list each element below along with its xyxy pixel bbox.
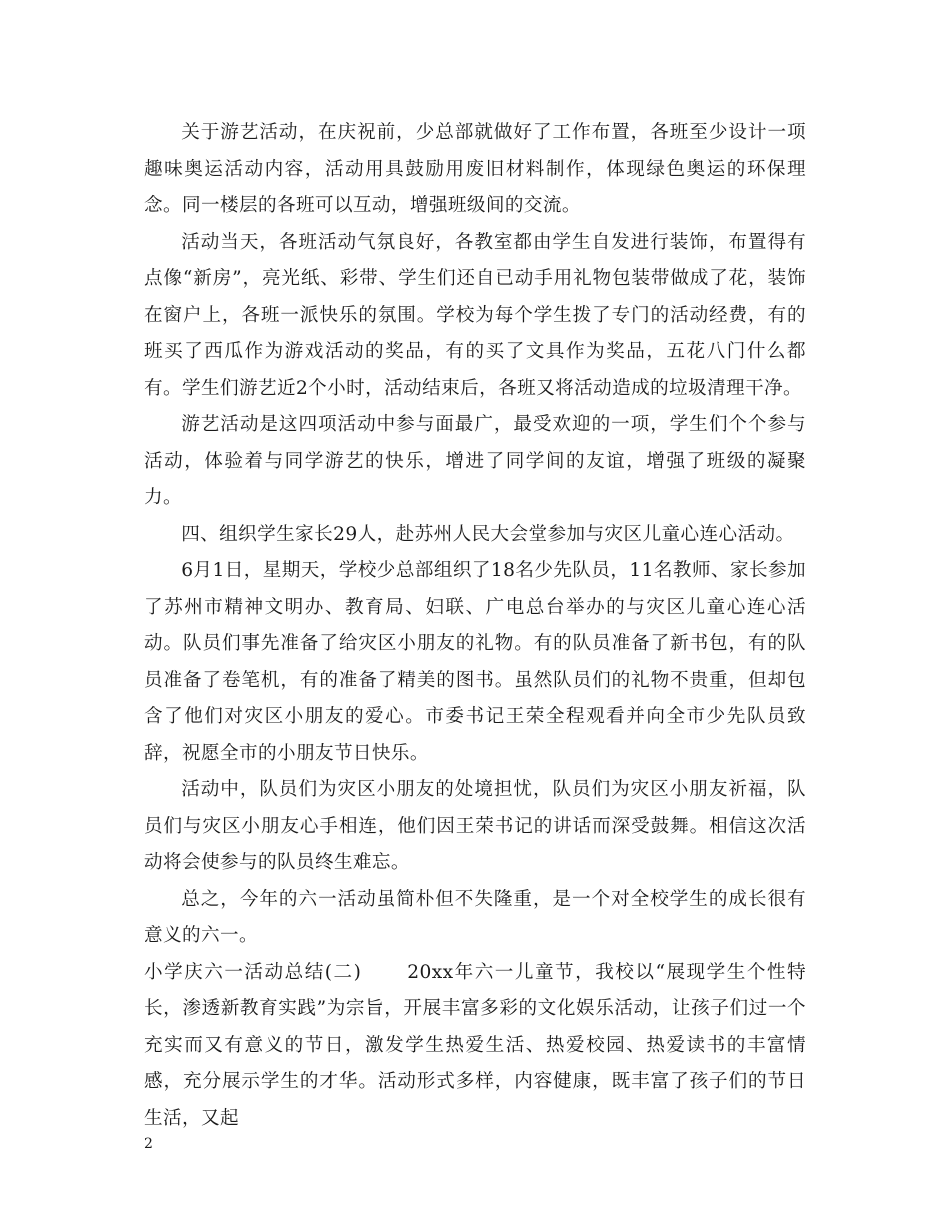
section-heading: 小学庆六一活动总结(二) <box>144 961 362 983</box>
paragraph-4: 四、组织学生家长29人，赴苏州人民大会堂参加与灾区儿童心连心活动。 <box>181 523 795 545</box>
section-text: 20xx年六一儿童节，我校以“展现学生个性特长，渗透新教育实践”为宗旨，开展丰富多彩的文化娱乐活动，让孩子们过一个充实而又有意义的节日，激发学生热爱生活、热爱校园、热爱读书的丰富情感，充分展示学生的才华。活动形式多样，内容健康，既丰富了孩子们的节日生活，又起 <box>144 961 806 1129</box>
page-number: 2 <box>144 1136 153 1152</box>
section-paragraph <box>144 955 806 1138</box>
paragraph-3: 游艺活动是这四项活动中参与面最广，最受欢迎的一项，学生们个个参与活动，体验着与同学游艺的快乐，增进了同学间的友谊，增强了班级的凝聚力。 <box>144 414 806 508</box>
paragraph-5: 6月1日，星期天，学校少总部组织了18名少先队员，11名教师、家长参加了苏州市精神文明办、教育局、妇联、广电总台举办的与灾区儿童心连心活动。队员们事先准备了给灾区小朋友的礼物。有的队员准备了新书包，有的队员准备了卷笔机，有的准备了精美的图书。虽然队员们的礼物不贵重，但却包含了他们对灾区小朋友的爱心。市委书记王荣全程观看并向全市少先队员致辞，祝愿全市的小朋友节日快乐。 <box>144 560 806 764</box>
paragraph-7: 总之，今年的六一活动虽简朴但不失隆重，是一个对全校学生的成长很有意义的六一。 <box>144 888 806 946</box>
document-body <box>144 115 806 1137</box>
paragraph-2: 活动当天，各班活动气氛良好，各教室都由学生自发进行装饰，布置得有点像“新房”，亮光纸、彩带、学生们还自已动手用礼物包装带做成了花，装饰在窗户上，各班一派快乐的氛围。学校为每个学生拨了专门的活动经费，有的班买了西瓜作为游戏活动的奖品，有的买了文具作为奖品，五花八门什么都有。学生们游艺近2个小时，活动结束后，各班又将活动造成的垃圾清理干净。 <box>144 231 806 399</box>
paragraph-1: 关于游艺活动，在庆祝前，少总部就做好了工作布置，各班至少设计一项趣味奥运活动内容，活动用具鼓励用废旧材料制作，体现绿色奥运的环保理念。同一楼层的各班可以互动，增强班级间的交流。 <box>144 122 806 216</box>
paragraph-6: 活动中，队员们为灾区小朋友的处境担忧，队员们为灾区小朋友祈福，队员们与灾区小朋友心手相连，他们因王荣书记的讲话而深受鼓舞。相信这次活动将会使参与的队员终生难忘。 <box>144 779 806 873</box>
